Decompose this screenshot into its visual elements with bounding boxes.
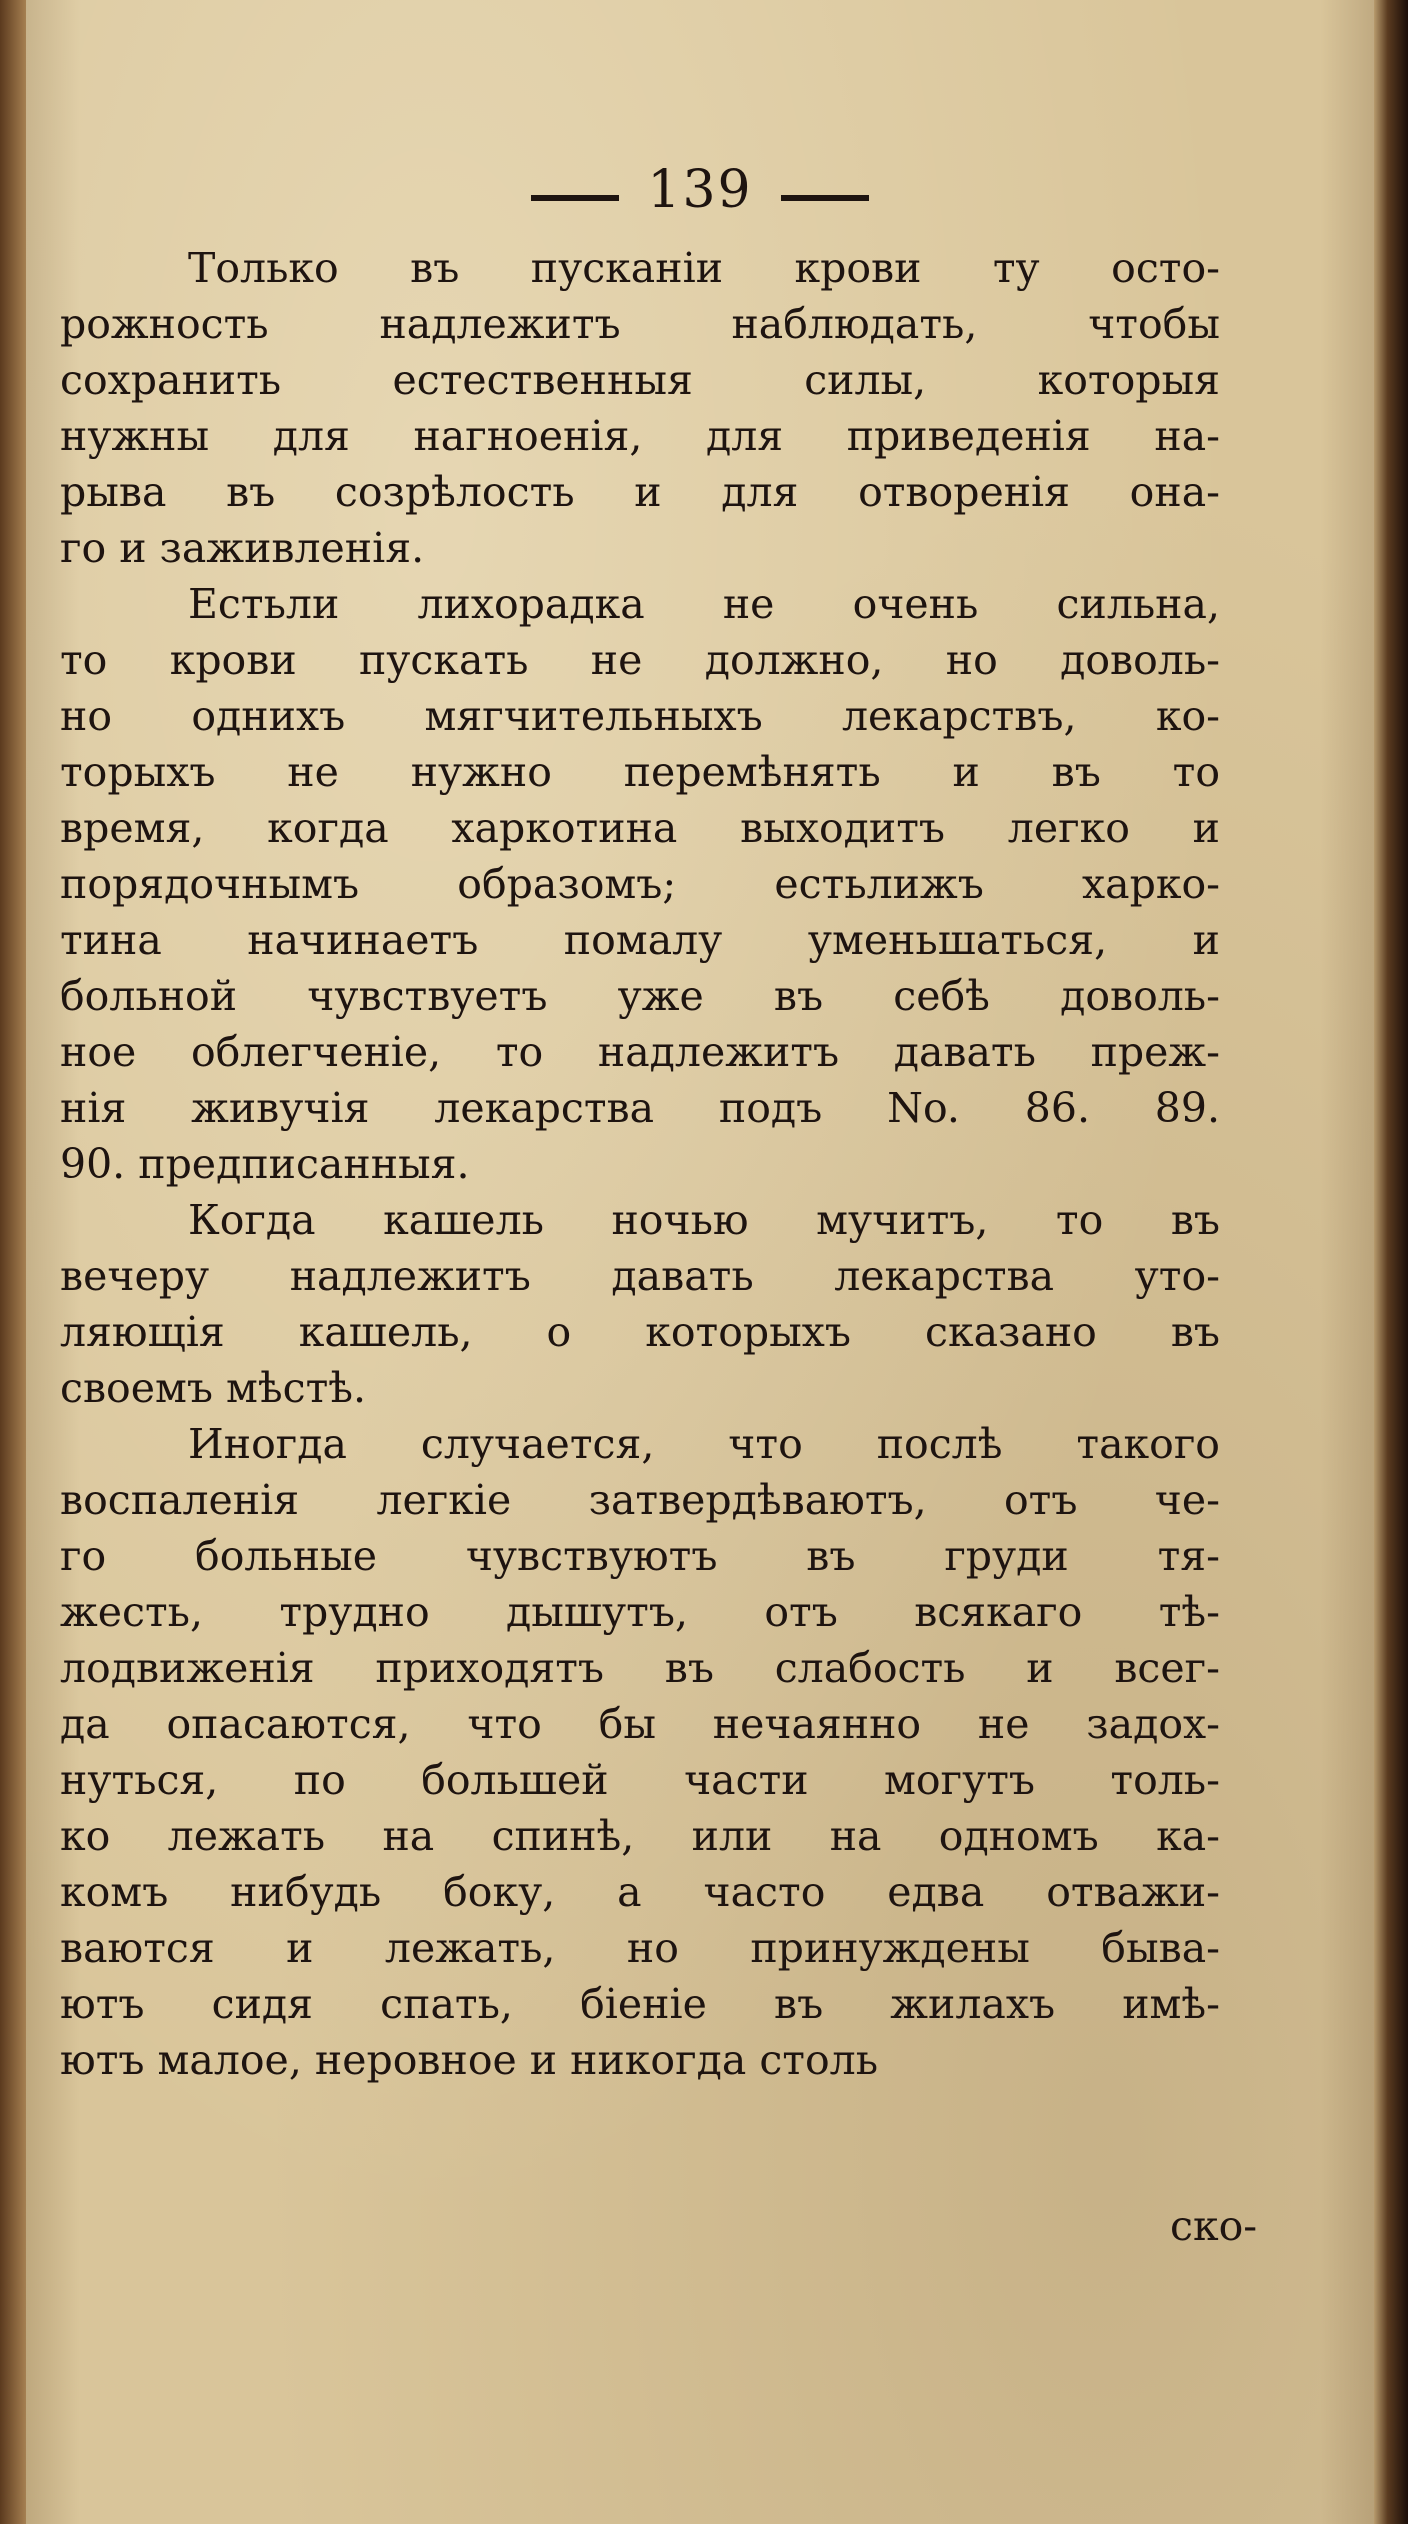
text-line: комъ нибудь боку, а часто едва отважи-	[60, 1868, 1220, 1916]
text-line: Только въ пусканіи крови ту осто-	[188, 244, 1220, 292]
text-line: время, когда харкотина выходитъ легко и	[60, 804, 1220, 852]
text-line: вечеру надлежитъ давать лекарства уто-	[60, 1252, 1220, 1300]
text-line: ваются и лежать, но принуждены быва-	[60, 1924, 1220, 1972]
text-line: больной чувствуетъ уже въ себѣ доволь-	[60, 972, 1220, 1020]
page-edge-shadow	[1374, 0, 1408, 2524]
text-line: сохранить естественныя силы, которыя	[60, 356, 1220, 404]
text-line: жесть, трудно дышутъ, отъ всякаго тѣ-	[60, 1588, 1220, 1636]
text-line: Естьли лихорадка не очень сильна,	[188, 580, 1220, 628]
text-line: ютъ сидя спать, біеніе въ жилахъ имѣ-	[60, 1980, 1220, 2028]
text-line: да опасаются, что бы нечаянно не задох-	[60, 1700, 1220, 1748]
text-line: но однихъ мягчительныхъ лекарствъ, ко-	[60, 692, 1220, 740]
text-line: Когда кашель ночью мучитъ, то въ	[188, 1196, 1220, 1244]
page-number: 139	[647, 160, 753, 220]
text-line: ко лежать на спинѣ, или на одномъ ка-	[60, 1812, 1220, 1860]
text-line: нія живучія лекарства подъ No. 86. 89.	[60, 1084, 1220, 1132]
text-line: порядочнымъ образомъ; естьлижъ харко-	[60, 860, 1220, 908]
text-line: своемъ мѣстѣ.	[60, 1364, 367, 1412]
header-dash-right	[781, 195, 869, 201]
text-line: лодвиженія приходятъ въ слабость и всег-	[60, 1644, 1220, 1692]
text-line: го больные чувствуютъ въ груди тя-	[60, 1532, 1220, 1580]
text-line: ное облегченіе, то надлежитъ давать преж-	[60, 1028, 1220, 1076]
text-line: рожность надлежитъ наблюдать, чтобы	[60, 300, 1220, 348]
page-header	[26, 150, 1374, 230]
text-line: то крови пускать не должно, но доволь-	[60, 636, 1220, 684]
text-line: тина начинаетъ помалу уменьшаться, и	[60, 916, 1220, 964]
text-line: 90. предписанныя.	[60, 1140, 470, 1188]
text-line: рыва въ созрѣлость и для отворенія она-	[60, 468, 1220, 516]
body-text	[60, 240, 1220, 2088]
header-dash-left	[531, 195, 619, 201]
text-line: ютъ малое, неровное и никогда столь	[60, 2036, 879, 2084]
catchword: ско-	[1170, 2202, 1258, 2250]
text-line: ляющія кашель, о которыхъ сказано въ	[60, 1308, 1220, 1356]
text-line: го и заживленія.	[60, 524, 425, 572]
text-line: торыхъ не нужно перемѣнять и въ то	[60, 748, 1220, 796]
text-line: воспаленія легкіе затвердѣваютъ, отъ че-	[60, 1476, 1220, 1524]
text-line: Иногда случается, что послѣ такого	[188, 1420, 1220, 1468]
text-line: нуться, по большей части могутъ толь-	[60, 1756, 1220, 1804]
text-line: нужны для нагноенія, для приведенія на-	[60, 412, 1220, 460]
